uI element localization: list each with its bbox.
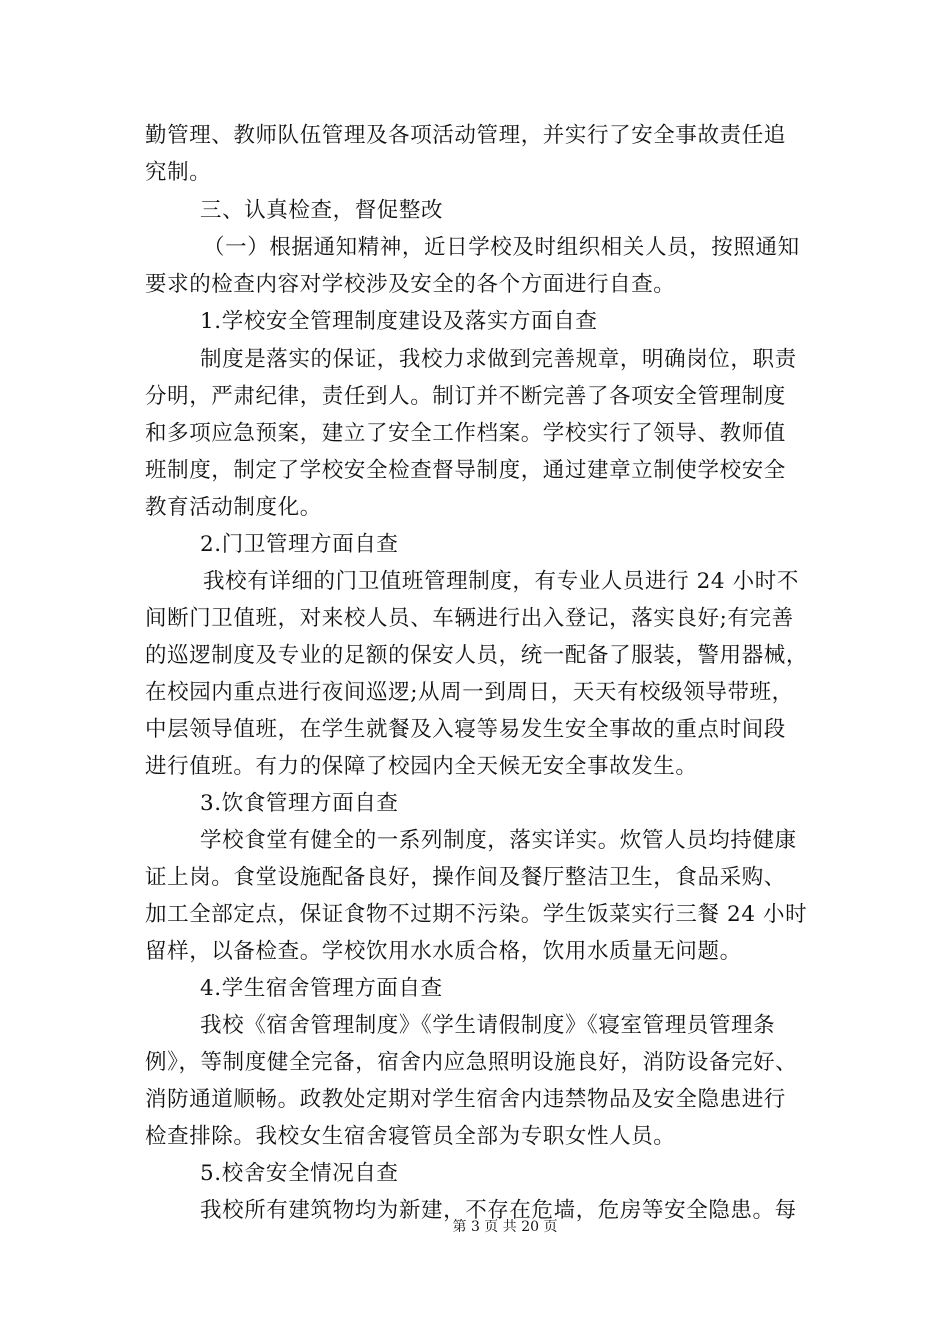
subsection-heading: 2.门卫管理方面自查	[200, 532, 399, 557]
subsection-heading: 4.学生宿舍管理方面自查	[200, 976, 443, 1001]
text-line: 究制。	[145, 160, 212, 185]
text-line: 班制度，制定了学校安全检查督导制度，通过建章立制使学校安全	[145, 458, 786, 483]
text-line: 学校食堂有健全的一系列制度，落实详实。炊管人员均持健康	[200, 828, 797, 853]
text-line: 中层领导值班，在学生就餐及入寝等易发生安全事故的重点时间段	[145, 717, 786, 742]
text-line: 教育活动制度化。	[145, 495, 322, 520]
text-line: 间断门卫值班，对来校人员、车辆进行出入登记，落实良好;有完善	[145, 606, 794, 631]
text-line: 在校园内重点进行夜间巡逻;从周一到周日，天天有校级领导带班，	[145, 680, 794, 705]
text-line: 留样，以备检查。学校饮用水水质合格，饮用水质量无问题。	[145, 939, 742, 964]
text-line: 证上岗。食堂设施配备良好，操作间及餐厅整洁卫生，食品采购、	[145, 865, 786, 890]
text-line: 例》，等制度健全完备，宿舍内应急照明设施良好，消防设备完好、	[145, 1050, 798, 1075]
text-line: 制度是落实的保证，我校力求做到完善规章，明确岗位，职责	[200, 347, 797, 372]
text-line: 和多项应急预案，建立了安全工作档案。学校实行了领导、教师值	[145, 421, 786, 446]
subsection-heading: 5.校舍安全情况自查	[200, 1161, 399, 1186]
text-line: 消防通道顺畅。政教处定期对学生宿舍内违禁物品及安全隐患进行	[145, 1087, 786, 1112]
text-line: 分明，严肃纪律，责任到人。制订并不断完善了各项安全管理制度	[145, 384, 786, 409]
section-heading: 三、认真检查，督促整改	[200, 198, 444, 223]
text-line: 我校《宿舍管理制度》《学生请假制度》《寝室管理员管理条	[200, 1013, 776, 1038]
text-line: 加工全部定点，保证食物不过期不污染。学生饭菜实行三餐 24 小时	[145, 902, 808, 927]
text-line: 进行值班。有力的保障了校园内全天候无安全事故发生。	[145, 754, 698, 779]
text-line: 的巡逻制度及专业的足额的保安人员，统一配备了服装，警用器械，	[145, 643, 809, 668]
text-line: 我校有详细的门卫值班管理制度，有专业人员进行 24 小时不	[203, 569, 799, 594]
subsection-heading: 1.学校安全管理制度建设及落实方面自查	[200, 309, 598, 334]
text-line: （一）根据通知精神，近日学校及时组织相关人员，按照通知	[203, 235, 800, 260]
text-line: 要求的检查内容对学校涉及安全的各个方面进行自查。	[145, 272, 676, 297]
page-number: 第 3 页 共 20 页	[452, 1219, 558, 1235]
text-line: 我校所有建筑物均为新建，不存在危墙，危房等安全隐患。每	[200, 1198, 797, 1223]
text-line: 勤管理、教师队伍管理及各项活动管理，并实行了安全事故责任追	[145, 123, 786, 148]
text-line: 检查排除。我校女生宿舍寝管员全部为专职女性人员。	[145, 1124, 676, 1149]
subsection-heading: 3.饮食管理方面自查	[200, 791, 399, 816]
